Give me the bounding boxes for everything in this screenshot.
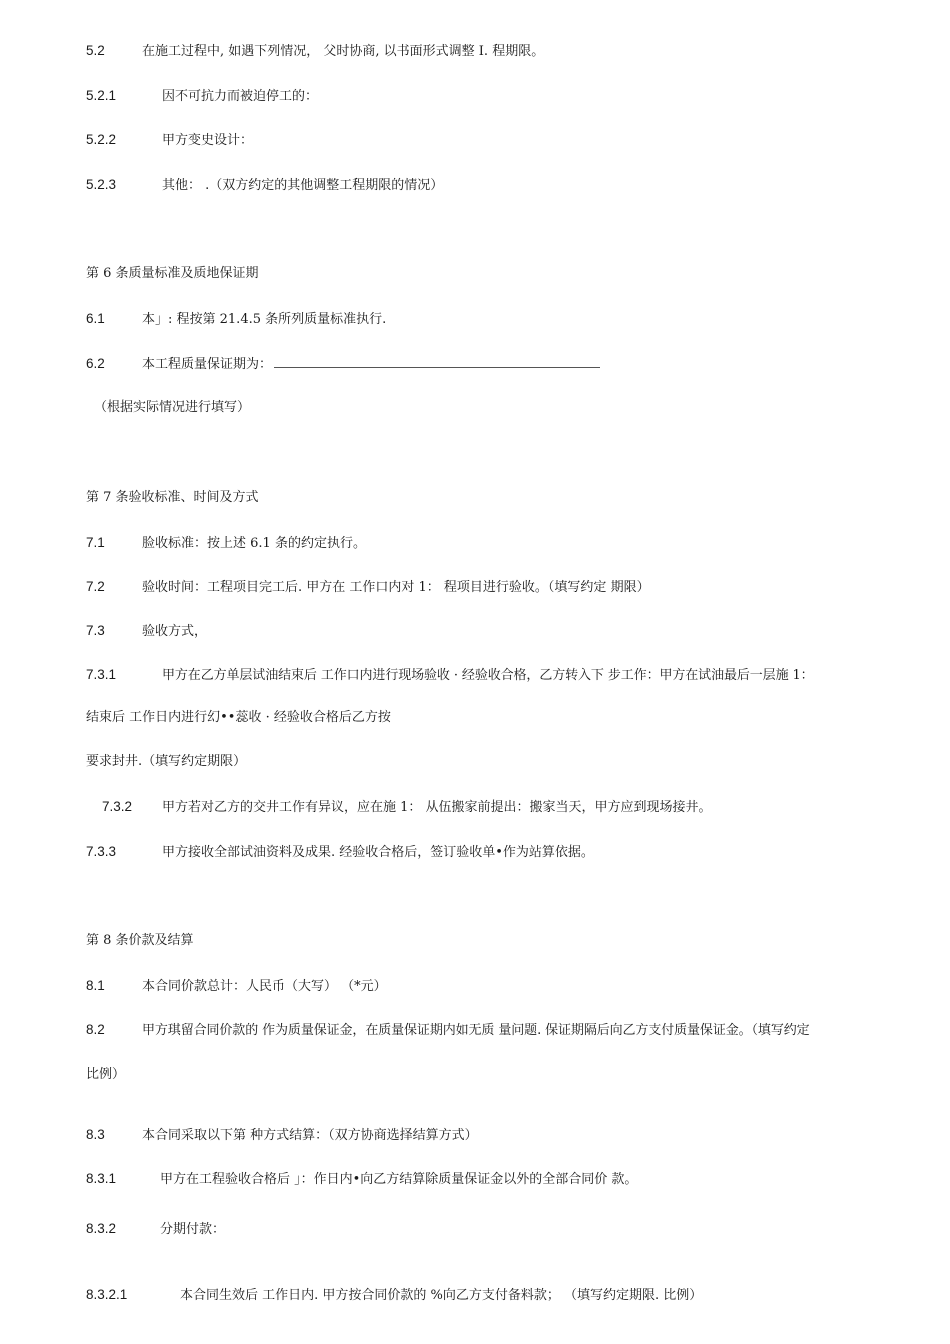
fill-in-note: （根据实际情况进行填写） — [94, 400, 251, 415]
clause-number: 8.3.1 — [86, 1171, 117, 1186]
clause-number: 8.1 — [86, 978, 105, 993]
clause-text: 因不可抗力而被迫停工的： — [162, 89, 319, 104]
clause-number: 7.2 — [86, 579, 105, 594]
clause-number: 8.3.2.1 — [86, 1287, 128, 1302]
clause-text: 本工程质量保证期为： — [142, 357, 273, 372]
clause-text: 验收时间：工程项目完工后. 甲方在 工作口内对 1： 程项目进行验收。（填写约定 期限） — [142, 580, 650, 595]
clause-text: 在施工过程中, 如遇下列情况， 父时协商, 以书面形式调整 I. 程期限。 — [142, 44, 545, 59]
clause-number: 7.3.1 — [86, 667, 117, 682]
clause-8-3 — [86, 1126, 478, 1145]
clause-text: 其他： .（双方约定的其他调整工程期限的情况） — [162, 178, 444, 193]
clause-text: 甲方变史设计： — [162, 133, 254, 148]
clause-8-3-2-1 — [86, 1286, 702, 1305]
fill-in-blank-line — [274, 356, 600, 368]
section-heading-6: 第 6 条质量标准及质地保证期 — [86, 266, 259, 281]
section-heading-8: 第 8 条价款及结算 — [86, 933, 194, 948]
clause-number: 8.2 — [86, 1022, 105, 1037]
clause-text: 分期付款： — [160, 1222, 226, 1237]
clause-8-2 — [86, 1021, 810, 1040]
clause-7-3-2 — [102, 798, 712, 817]
clause-number: 8.3.2 — [86, 1221, 117, 1236]
clause-text: 甲方若对乙方的交井工作有异议，应在施 1： 从伍搬家前提出：搬家当天，甲方应到现场接井。 — [162, 800, 712, 815]
clause-6-2 — [86, 355, 600, 374]
clause-5-2-3 — [86, 176, 443, 195]
clause-number: 7.3.2 — [102, 799, 133, 814]
clause-number: 6.1 — [86, 311, 105, 326]
clause-number: 5.2.1 — [86, 88, 117, 103]
clause-text: 甲方琪留合同价款的 作为质量保证金，在质量保证期内如无质 量问题. 保证期隔后向乙方支付质量保证金。（填写约定 — [142, 1023, 810, 1038]
clause-number: 7.3 — [86, 623, 105, 638]
clause-7-3-1-continued: 结束后 工作日内进行幻••蕊收 · 经验收合格后乙方按 — [86, 710, 391, 725]
section-heading-7: 第 7 条验收标准、时间及方式 — [86, 490, 259, 505]
clause-number: 7.3.3 — [86, 844, 117, 859]
clause-8-1 — [86, 977, 387, 996]
clause-7-2 — [86, 578, 650, 597]
clause-number: 5.2.2 — [86, 132, 117, 147]
clause-8-3-1 — [86, 1170, 637, 1189]
clause-text: 本合同价款总计：人民币（大写） （*元） — [142, 979, 387, 994]
clause-8-3-2 — [86, 1220, 225, 1239]
clause-number: 5.2.3 — [86, 177, 117, 192]
clause-text: 甲方在工程验收合格后 」：作日内•向乙方结算除质量保证金以外的全部合同价 款。 — [160, 1172, 638, 1187]
clause-number: 6.2 — [86, 356, 105, 371]
clause-8-2-continued: 比例） — [86, 1067, 126, 1082]
clause-number: 5.2 — [86, 43, 105, 58]
clause-number: 7.1 — [86, 535, 105, 550]
clause-7-3-1 — [86, 666, 814, 685]
clause-5-2-1 — [86, 87, 318, 106]
clause-5-2-2 — [86, 131, 253, 150]
clause-text: 验收方式， — [142, 624, 208, 639]
clause-text: 甲方接收全部试油资料及成果. 经验收合格后，签订验收单•作为站算依据。 — [162, 845, 594, 860]
clause-6-1 — [86, 310, 386, 329]
clause-text: 甲方在乙方单层试油结束后 工作口内进行现场验收 · 经验收合格，乙方转入下 步工作：甲方在试油最后一层施 1： — [162, 668, 814, 683]
clause-text: 脸收标准：按上述 6.1 条的约定执行。 — [142, 536, 366, 551]
clause-7-1 — [86, 534, 366, 553]
clause-7-3 — [86, 622, 207, 641]
clause-7-3-1-continued-2: 要求封井.（填写约定期限） — [86, 754, 247, 769]
clause-7-3-3 — [86, 843, 594, 862]
clause-text: 本」: 程按第 21.4.5 条所列质量标准执行. — [142, 312, 387, 327]
clause-number: 8.3 — [86, 1127, 105, 1142]
clause-5-2 — [86, 42, 544, 61]
clause-text: 本合同生效后 工作日内. 甲方按合同价款的 %向乙方支付备料款； （填写约定期限. 比例） — [180, 1288, 703, 1303]
clause-text: 本合同采取以下第 种方式结算：（双方协商选择结算方式） — [142, 1128, 478, 1143]
